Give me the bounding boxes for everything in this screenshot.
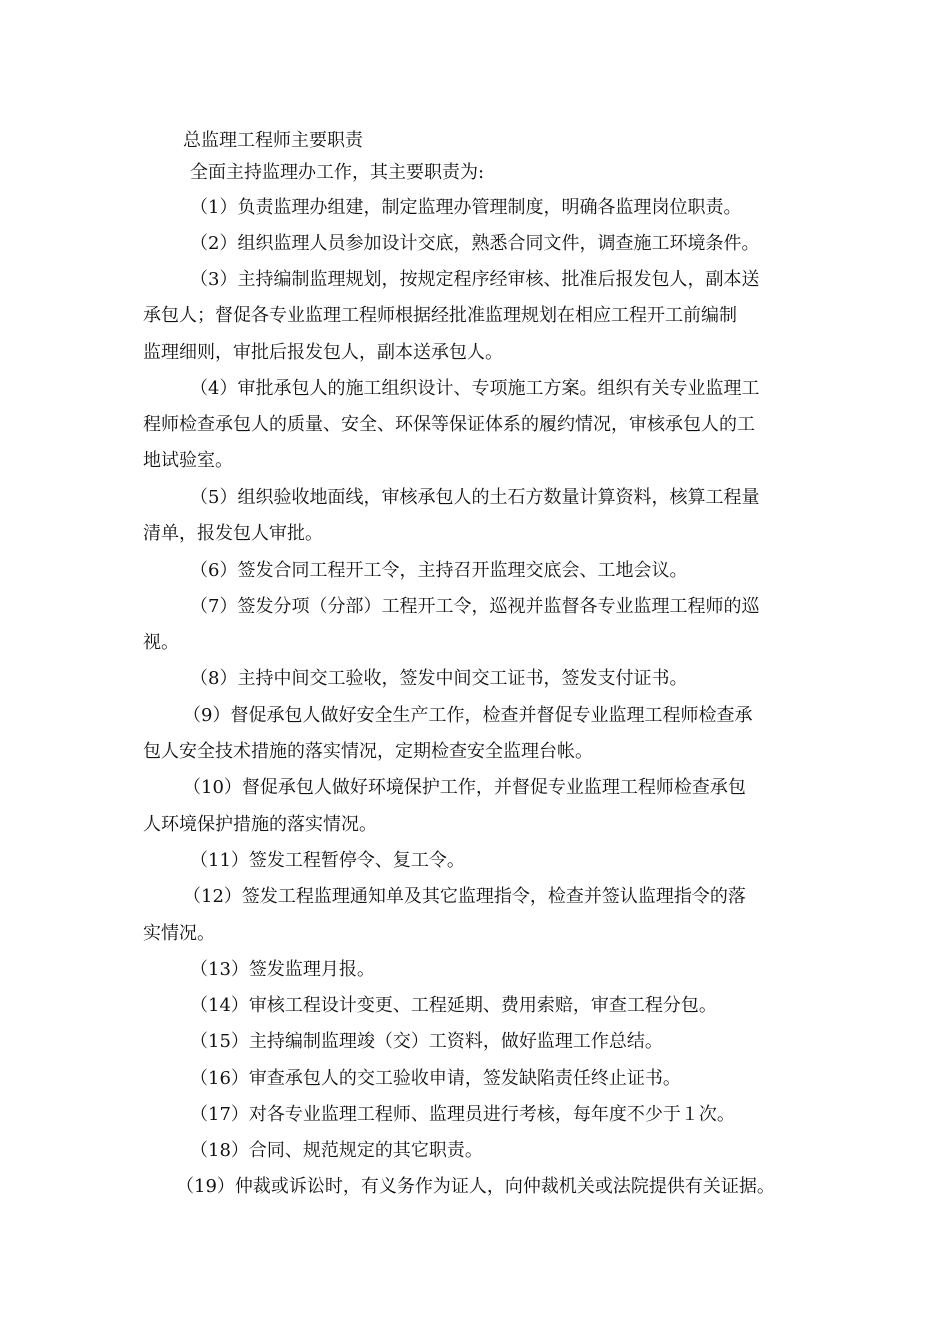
item-4-line-2: 程师检查承包人的质量、安全、环保等保证体系的履约情况，审核承包人的工 xyxy=(143,414,755,435)
item-13-line-1: （13）签发监理月报。 xyxy=(190,959,375,980)
item-1-line-1: （1）负责监理办组建，制定监理办管理制度，明确各监理岗位职责。 xyxy=(190,197,742,218)
item-3-line-1: （3）主持编制监理规划，按规定程序经审核、批准后报发包人，副本送 xyxy=(190,269,760,290)
item-15-line-1: （15）主持编制监理竣（交）工资料，做好监理工作总结。 xyxy=(190,1031,663,1052)
item-16-line-1: （16）审查承包人的交工验收申请，签发缺陷责任终止证书。 xyxy=(190,1068,681,1089)
item-14-line-1: （14）审核工程设计变更、工程延期、费用索赔，审查工程分包。 xyxy=(190,995,717,1016)
item-7-line-1: （7）签发分项（分部）工程开工令，巡视并监督各专业监理工程师的巡 xyxy=(190,596,760,617)
item-12-line-2: 实情况。 xyxy=(143,923,215,944)
item-3-line-2: 承包人；督促各专业监理工程师根据经批准监理规划在相应工程开工前编制 xyxy=(143,305,737,326)
item-2-line-1: （2）组织监理人员参加设计交底，熟悉合同文件，调查施工环境条件。 xyxy=(190,233,760,254)
document-heading: 总监理工程师主要职责 xyxy=(183,130,363,151)
item-12-line-1: （12）签发工程监理通知单及其它监理指令，检查并签认监理指令的落 xyxy=(183,886,746,907)
item-9-line-1: （9）督促承包人做好安全生产工作，检查并督促专业监理工程师检查承 xyxy=(183,705,753,726)
item-6-line-1: （6）签发合同工程开工令，主持召开监理交底会、工地会议。 xyxy=(190,560,688,581)
item-11-line-1: （11）签发工程暂停令、复工令。 xyxy=(190,850,465,871)
item-7-line-2: 视。 xyxy=(143,632,179,653)
item-4-line-1: （4）审批承包人的施工组织设计、专项施工方案。组织有关专业监理工 xyxy=(190,378,760,399)
item-19-line-1: （19）仲裁或诉讼时，有义务作为证人，向仲裁机关或法院提供有关证据。 xyxy=(176,1176,775,1197)
item-17-line-1: （17）对各专业监理工程师、监理员进行考核，每年度不少于１次。 xyxy=(190,1104,735,1125)
item-3-line-3: 监理细则，审批后报发包人，副本送承包人。 xyxy=(143,342,503,363)
item-10-line-2: 人环境保护措施的落实情况。 xyxy=(143,814,377,835)
item-5-line-1: （5）组织验收地面线，审核承包人的土石方数量计算资料，核算工程量 xyxy=(190,487,760,508)
item-18-line-1: （18）合同、规范规定的其它职责。 xyxy=(190,1140,483,1161)
intro-line: 全面主持监理办工作，其主要职责为: xyxy=(190,162,485,183)
item-8-line-1: （8）主持中间交工验收，签发中间交工证书，签发支付证书。 xyxy=(190,668,688,689)
item-10-line-1: （10）督促承包人做好环境保护工作，并督促专业监理工程师检查承包 xyxy=(183,777,746,798)
item-9-line-2: 包人安全技术措施的落实情况，定期检查安全监理台帐。 xyxy=(143,741,593,762)
item-5-line-2: 清单，报发包人审批。 xyxy=(143,523,323,544)
item-4-line-3: 地试验室。 xyxy=(143,450,233,471)
